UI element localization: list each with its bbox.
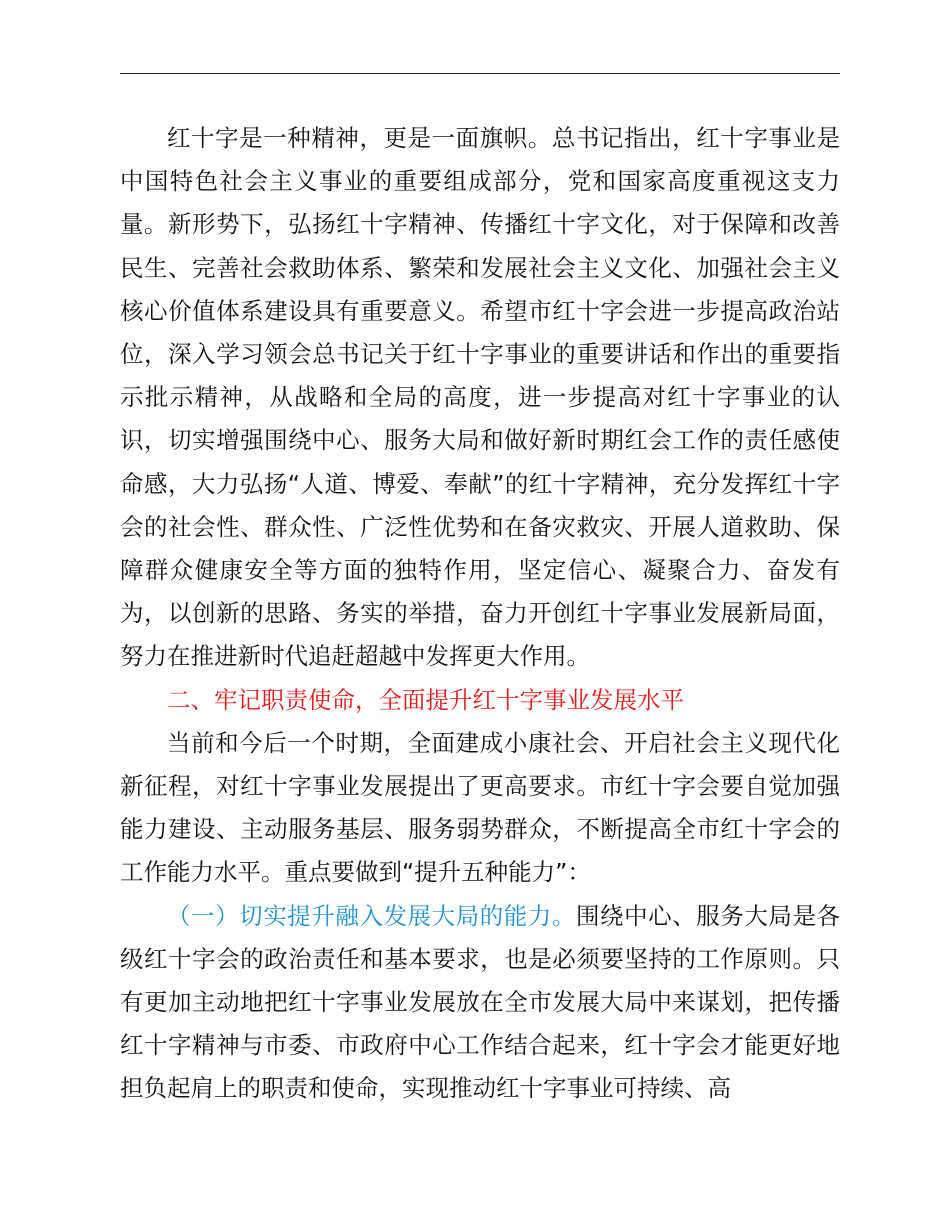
body-paragraph-with-subheading [120,895,840,1111]
subsection-heading: （一）切实提升融入发展大局的能力。 [167,901,576,930]
header-rule [120,73,840,74]
subsection-body-text: 围绕中心、服务大局是各级红十字会的政治责任和基本要求，也是必须要坚持的工作原则。只有更加主动地把红十字事业发展放在全市发展大局中来谋划，把传播红十字精神与市委、市政府中心工作结合起来，红十字会才能更好地担负起肩上的职责和使命，实现推动红十字事业可持续、高 [120,901,841,1103]
body-paragraph: 当前和今后一个时期，全面建成小康社会、开启社会主义现代化新征程，对红十字事业发展提出了更高要求。市红十字会要自觉加强能力建设、主动服务基层、服务弱势群众，不断提高全市红十字会的工作能力水平。重点要做到“提升五种能力”： [120,728,840,887]
body-paragraph: 红十字是一种精神，更是一面旗帜。总书记指出，红十字事业是中国特色社会主义事业的重要组成部分，党和国家高度重视这支力量。新形势下，弘扬红十字精神、传播红十字文化，对于保障和改善民生、完善社会救助体系、繁荣和发展社会主义文化、加强社会主义核心价值体系建设具有重要意义。希望市红十字会进一步提高政治站位，深入学习领会总书记关于红十字事业的重要讲话和作出的重要指示批示精神，从战略和全局的高度，进一步提高对红十字事业的认识，切实增强围绕中心、服务大局和做好新时期红会工作的责任感使命感，大力弘扬“人道、博爱、奉献”的红十字精神，充分发挥红十字会的社会性、群众性、广泛性优势和在备灾救灾、开展人道救助、保障群众健康安全等方面的独特作用，坚定信心、凝聚合力、奋发有为，以创新的思路、务实的举措，奋力开创红十字事业发展新局面，努力在推进新时代追赶超越中发挥更大作用。 [120,124,840,671]
document-body [120,117,840,1111]
section-heading: 二、牢记职责使命，全面提升红十字事业发展水平 [167,685,684,714]
